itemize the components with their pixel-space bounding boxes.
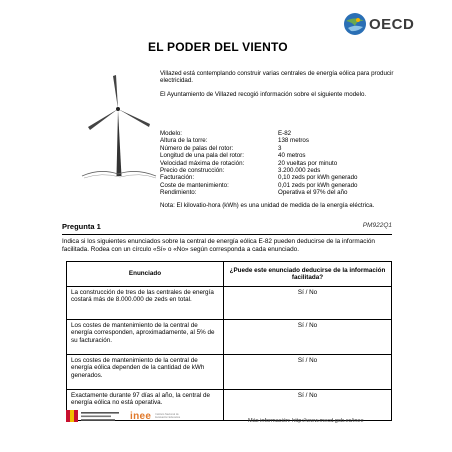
question-text: Indica si los siguientes enunciados sobre la central de energía eólica E-82 pueden deducirse de la información facilitada. Rodea con un círculo «Sí» o «No» según corresponda a cada enunciado.: [62, 238, 375, 253]
oecd-globe-icon: [343, 12, 367, 36]
spec-row: [160, 189, 357, 196]
header-statement: Enunciado: [67, 262, 224, 287]
question-header: [62, 222, 392, 235]
spec-label: Altura de la torre:: [160, 137, 208, 145]
spec-label: Longitud de una pala del rotor:: [160, 152, 244, 160]
spec-value: 20 vueltas por minuto: [278, 159, 338, 167]
answer-table: [66, 261, 392, 421]
spec-value: Operativa el 97% del año: [278, 189, 348, 197]
intro-paragraph: Villazed está contemplando construir varias centrales de energía eólica para producir electricidad.: [160, 70, 394, 85]
spec-label: Número de palas del rotor:: [160, 144, 234, 152]
table-row: [67, 287, 392, 320]
spec-row: [160, 182, 357, 189]
spec-row: [160, 130, 357, 137]
statement-cell: Los costes de mantenimiento de la central de energía corresponden, aproximadamente, al 5% de su facturación.: [67, 320, 224, 355]
intro-paragraph: El Ayuntamiento de Villazed recogió información sobre el siguiente modelo.: [160, 90, 367, 98]
question-title: Pregunta 1: [62, 222, 101, 231]
spec-label: Coste de mantenimiento:: [160, 181, 229, 189]
more-info-link[interactable]: Más información: http://www.mecd.gob.es/inee: [248, 418, 364, 424]
oecd-wordmark: OECD: [369, 15, 415, 33]
yes-no-option[interactable]: Sí / No: [224, 390, 392, 421]
table-row: [67, 355, 392, 390]
table-row: [67, 320, 392, 355]
yes-no-option[interactable]: Sí / No: [224, 320, 392, 355]
spec-label: Facturación:: [160, 174, 195, 182]
inee-subtitle: Instituto Nacional de Evaluación Educativa: [155, 413, 181, 419]
question-code: PM922Q1: [362, 222, 392, 229]
footer-logos: [66, 408, 181, 424]
spec-label: Precio de construcción:: [160, 167, 225, 175]
spec-value: 138 metros: [278, 137, 309, 145]
statement-cell: Los costes de mantenimiento de la central de energía eólica dependen de la cantidad de kWh generados.: [67, 355, 224, 390]
spec-label: Modelo:: [160, 130, 183, 137]
inee-logo: [130, 411, 181, 422]
yes-no-option[interactable]: Sí / No: [224, 287, 392, 320]
kwh-note: Nota: El kilovatio-hora (kWh) es una unidad de medida de la energía eléctrica.: [160, 202, 375, 209]
spec-value: 40 metros: [278, 152, 306, 160]
oecd-logo: [343, 12, 414, 36]
specs-list: [160, 130, 357, 197]
spec-row: [160, 174, 357, 181]
spec-value: 0,01 zeds por kWh generado: [278, 181, 358, 189]
header-deducible: ¿Puede este enunciado deducirse de la información facilitada?: [224, 262, 392, 287]
spanish-government-crest-icon: [66, 408, 122, 424]
table-header-row: [67, 262, 392, 287]
spec-row: [160, 145, 357, 152]
statement-cell: La construcción de tres de las centrales de energía costará más de 8.000.000 de zeds en total.: [67, 287, 224, 320]
spec-row: [160, 167, 357, 174]
spec-value: 3.200.000 zeds: [278, 167, 321, 175]
spec-value: 0,10 zeds por kWh generado: [278, 174, 358, 182]
spec-row: [160, 160, 357, 167]
spec-row: [160, 152, 357, 159]
spec-value: E-82: [278, 130, 292, 137]
spec-value: 3: [278, 144, 282, 152]
yes-no-option[interactable]: Sí / No: [224, 355, 392, 390]
spec-label: Rendimiento:: [160, 189, 197, 197]
intro-text: [160, 70, 400, 104]
page-title: EL PODER DEL VIENTO: [148, 40, 288, 54]
inee-wordmark: inee: [130, 410, 152, 422]
statement-cell: Exactamente durante 97 días al año, la central de energía eólica no está operativa.: [67, 390, 224, 421]
spec-row: [160, 137, 357, 144]
wind-turbine-icon: [80, 72, 158, 180]
spec-label: Velocidad máxima de rotación:: [160, 159, 245, 167]
